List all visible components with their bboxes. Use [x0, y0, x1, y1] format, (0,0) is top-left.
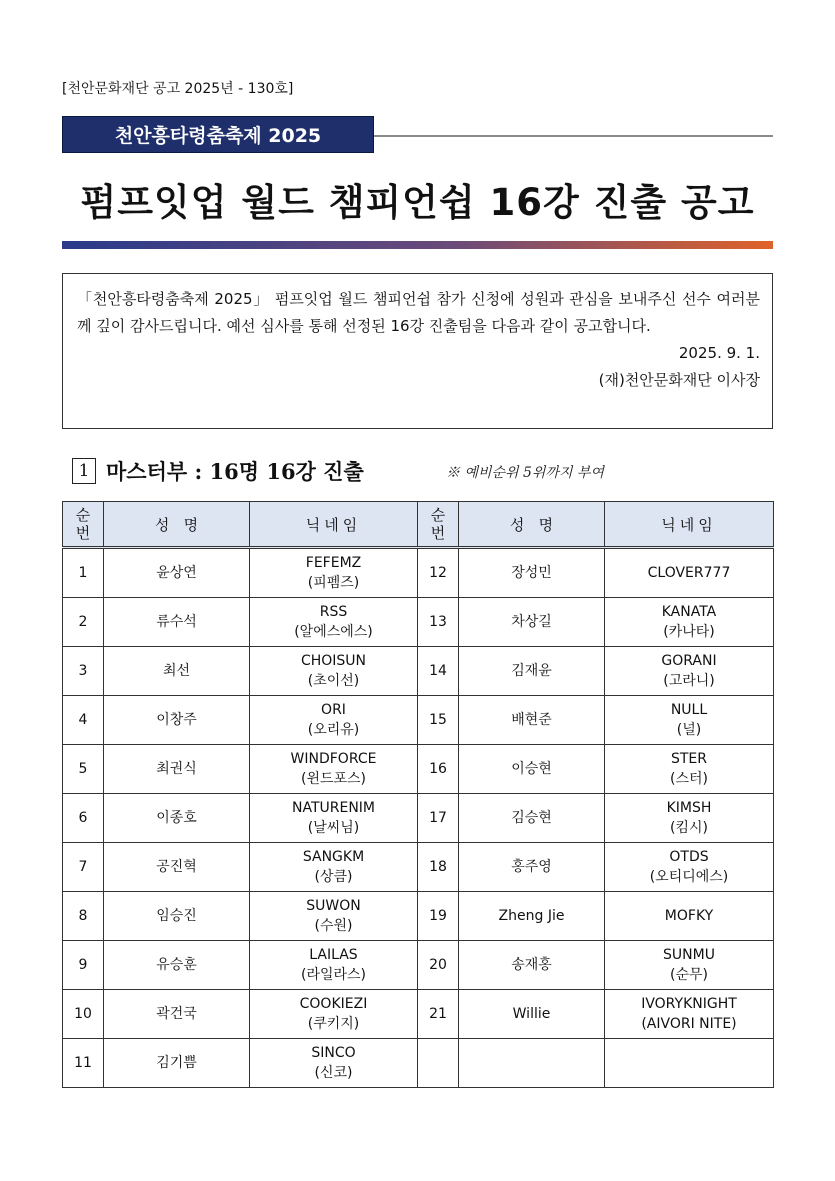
header-name-left: 성 명 — [104, 502, 250, 548]
nickname-english: KIMSH — [666, 800, 712, 816]
cell-nickname — [250, 696, 418, 745]
intro-box — [62, 273, 773, 429]
cell-name: 최선 — [104, 647, 250, 696]
cell-nickname — [250, 990, 418, 1039]
table-body — [63, 548, 774, 1088]
nickname-korean: (피펨즈) — [307, 575, 360, 591]
section-number-box: 1 — [72, 458, 96, 484]
nickname-korean: (고라니) — [663, 673, 715, 689]
cell-no: 18 — [418, 843, 459, 892]
banner-divider — [374, 135, 773, 137]
table-row — [63, 598, 774, 647]
nickname-korean: (순무) — [670, 967, 708, 983]
cell-name: Zheng Jie — [459, 892, 605, 941]
nickname-korean: (카나타) — [663, 624, 715, 640]
nickname-english: CLOVER777 — [647, 565, 731, 581]
cell-no: 21 — [418, 990, 459, 1039]
nickname-korean: (스터) — [670, 771, 708, 787]
nickname-korean: (날씨님) — [307, 820, 360, 836]
cell-name: 김재윤 — [459, 647, 605, 696]
intro-text: 「천안흥타령춤축제 2025」 펌프잇업 월드 챔피언쉽 참가 신청에 성원과 관심을 보내주신 선수 여러분께 깊이 감사드립니다. 예선 심사를 통해 선정된 16강 진출팀을 다음과 같이 공고합니다. — [77, 290, 760, 335]
nickname-english: NATURENIM — [291, 800, 375, 816]
nickname-korean: (킴시) — [670, 820, 708, 836]
nickname-english: ORI — [321, 702, 346, 718]
nickname-english: SUWON — [306, 898, 361, 914]
table-row — [63, 794, 774, 843]
cell-name: 곽건국 — [104, 990, 250, 1039]
table-row — [63, 696, 774, 745]
cell-nickname — [250, 843, 418, 892]
table-row — [63, 990, 774, 1039]
cell-name: 이승현 — [459, 745, 605, 794]
cell-name: 장성민 — [459, 548, 605, 598]
nickname-english: CHOISUN — [300, 653, 367, 669]
cell-name: 최권식 — [104, 745, 250, 794]
cell-no: 11 — [63, 1039, 104, 1088]
nickname-korean: (윈드포스) — [300, 771, 367, 787]
cell-name: 홍주영 — [459, 843, 605, 892]
cell-nickname — [250, 548, 418, 598]
table-row — [63, 941, 774, 990]
cell-no: 7 — [63, 843, 104, 892]
cell-nickname — [605, 794, 774, 843]
intro-issuer: (재)천안문화재단 이사장 — [598, 371, 760, 389]
table-header-row — [63, 502, 774, 548]
cell-nickname — [605, 598, 774, 647]
table-row — [63, 843, 774, 892]
cell-nickname — [605, 843, 774, 892]
cell-nickname — [250, 892, 418, 941]
cell-nickname — [605, 1039, 774, 1088]
nickname-korean: (신코) — [314, 1065, 353, 1081]
cell-name: 윤상연 — [104, 548, 250, 598]
festival-banner: 천안흥타령춤축제 2025 — [62, 116, 374, 153]
cell-name: 이창주 — [104, 696, 250, 745]
cell-no: 1 — [63, 548, 104, 598]
nickname-english: STER — [670, 751, 707, 767]
cell-no: 16 — [418, 745, 459, 794]
cell-name: 공진혁 — [104, 843, 250, 892]
section-heading — [72, 456, 364, 486]
cell-no: 4 — [63, 696, 104, 745]
cell-no: 20 — [418, 941, 459, 990]
cell-name: 류수석 — [104, 598, 250, 647]
table-row — [63, 1039, 774, 1088]
cell-nickname — [605, 892, 774, 941]
cell-no: 6 — [63, 794, 104, 843]
cell-no — [418, 1039, 459, 1088]
roster-table — [62, 501, 774, 1088]
nickname-english: SANGKM — [302, 849, 365, 865]
cell-nickname — [605, 548, 774, 598]
nickname-english: WINDFORCE — [290, 751, 377, 767]
nickname-korean: (오리유) — [307, 722, 360, 738]
cell-no: 13 — [418, 598, 459, 647]
cell-nickname — [605, 745, 774, 794]
page-title: 펌프잇업 월드 챔피언쉽 16강 진출 공고 — [80, 181, 755, 224]
cell-no: 17 — [418, 794, 459, 843]
cell-name: 김기쁨 — [104, 1039, 250, 1088]
table-row — [63, 548, 774, 598]
cell-name: 김승현 — [459, 794, 605, 843]
notice-number: [천안문화재단 공고 2025년 - 130호] — [62, 81, 294, 97]
nickname-english: NULL — [670, 702, 708, 718]
cell-no: 9 — [63, 941, 104, 990]
cell-nickname — [250, 598, 418, 647]
intro-date: 2025. 9. 1. — [678, 344, 760, 362]
header-nickname-left: 닉네임 — [250, 502, 418, 548]
cell-no: 2 — [63, 598, 104, 647]
nickname-korean: (오티디에스) — [649, 869, 729, 885]
nickname-korean: (초이선) — [307, 673, 360, 689]
section-title: 마스터부 : 16명 16강 진출 — [106, 459, 364, 484]
cell-nickname — [250, 941, 418, 990]
cell-no: 3 — [63, 647, 104, 696]
cell-name: 배현준 — [459, 696, 605, 745]
nickname-korean: (상큼) — [314, 869, 353, 885]
title-divider — [62, 241, 773, 249]
cell-nickname — [250, 1039, 418, 1088]
cell-name: Willie — [459, 990, 605, 1039]
table-row — [63, 892, 774, 941]
cell-no: 19 — [418, 892, 459, 941]
section-note: ※ 예비순위 5위까지 부여 — [446, 465, 604, 481]
header-nickname-right: 닉네임 — [605, 502, 774, 548]
cell-no: 8 — [63, 892, 104, 941]
cell-name: 이종호 — [104, 794, 250, 843]
cell-nickname — [605, 990, 774, 1039]
cell-nickname — [605, 647, 774, 696]
table-row — [63, 647, 774, 696]
cell-name: 송재홍 — [459, 941, 605, 990]
cell-nickname — [605, 941, 774, 990]
nickname-korean: (쿠키지) — [307, 1016, 360, 1032]
cell-no: 15 — [418, 696, 459, 745]
cell-nickname — [250, 794, 418, 843]
cell-name: 유승훈 — [104, 941, 250, 990]
cell-name: 임승진 — [104, 892, 250, 941]
nickname-english: COOKIEZI — [299, 996, 368, 1012]
nickname-english: KANATA — [661, 604, 717, 620]
cell-nickname — [250, 745, 418, 794]
header-no-left: 순 번 — [63, 502, 104, 548]
header-no-right: 순 번 — [418, 502, 459, 548]
cell-name: 차상길 — [459, 598, 605, 647]
cell-name — [459, 1039, 605, 1088]
header-name-right: 성 명 — [459, 502, 605, 548]
cell-no: 10 — [63, 990, 104, 1039]
nickname-korean: (수원) — [314, 918, 353, 934]
nickname-korean: (알에스에스) — [294, 624, 373, 640]
nickname-english: OTDS — [669, 849, 709, 865]
nickname-english: LAILAS — [309, 947, 358, 963]
nickname-english: IVORYKNIGHT — [641, 996, 737, 1012]
nickname-english: FEFEMZ — [305, 555, 362, 571]
cell-nickname — [250, 647, 418, 696]
nickname-english: GORANI — [661, 653, 717, 669]
nickname-english: SUNMU — [663, 947, 715, 963]
cell-no: 5 — [63, 745, 104, 794]
nickname-english: MOFKY — [664, 908, 714, 924]
nickname-korean: (널) — [676, 722, 702, 738]
nickname-korean: (AIVORI NITE) — [641, 1016, 737, 1032]
cell-no: 12 — [418, 548, 459, 598]
nickname-english: SINCO — [311, 1045, 356, 1061]
table-row — [63, 745, 774, 794]
cell-nickname — [605, 696, 774, 745]
nickname-korean: (라일라스) — [300, 967, 367, 983]
nickname-english: RSS — [319, 604, 348, 620]
cell-no: 14 — [418, 647, 459, 696]
